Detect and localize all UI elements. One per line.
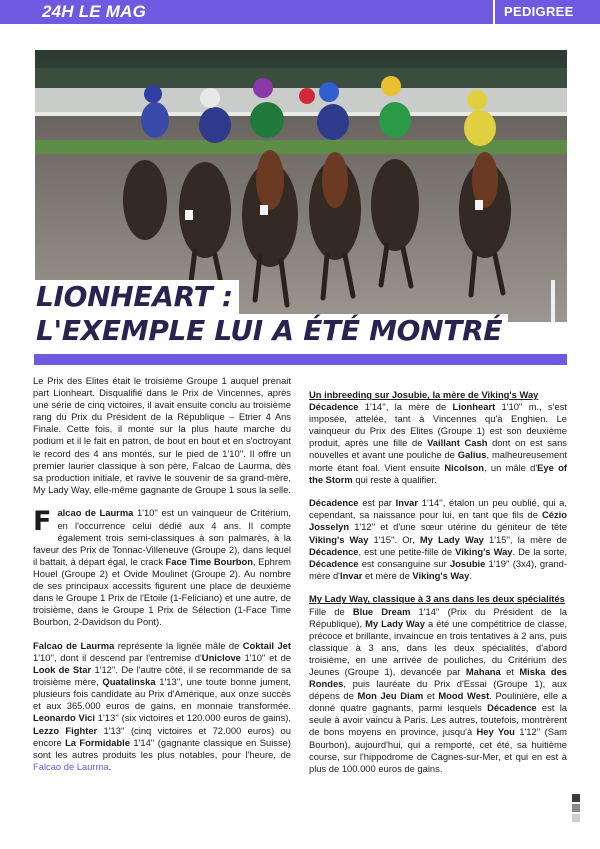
falcao-link[interactable]: Falcao de Laurma [33, 760, 109, 772]
title-underline-bar [34, 354, 567, 365]
invar-paragraph: Décadence est par Invar 1'14'', étalon un peu oublié, qui a, cependant, sa naissance pour lui, en tant que fils de Cézio Josselyn 1'12'' et d'une sœur utérine du géniteur de tête Viking's Way 1'15''. Or, My Lady Way 1'15'', la mère de Décadence, est une petite-fille de Viking's Way. De la sorte, Décadence est consanguine sur Josubie 1'19'' (3x4), grand-mère d'Invar et mère de Viking's Way. [309, 497, 568, 581]
marker-square-light [572, 814, 580, 822]
lignee-paragraph: Falcao de Laurma représente la lignée mâle de Coktail Jet 1'10'', dont il descend par l'entremise d'Uniclove 1'10'' et de Look de Star 1'12''. De l'autre côté, il se recommande de sa troisième mère, Quatalinska 1'13'', une toute bonne jument, plusieurs fois candidate au Prix d'Amérique, aux onze succès et aux 365.000 euros de gains, en monnaie transformée. Leonardo Vici 1'13'' (six victoires et 120.000 euros de gains), Lezzo Fighter 1'13'' (cinq victoires et 72.000 euros) ou encore La Formidable 1'14'' (gagnante classique en Suisse) sont les autres produits les plus notables, pour l'heure, de Falcao de Laurma. [33, 639, 292, 772]
subheading-my-lady-way: My Lady Way, classique à 3 ans dans les deux spécialités [309, 593, 565, 605]
title-line-1: LIONHEART : [34, 280, 239, 314]
marker-square-mid [572, 804, 580, 812]
section-label: PEDIGREE [504, 4, 574, 19]
top-banner [0, 0, 600, 24]
article-title [34, 280, 508, 348]
falcao-paragraph: Falcao de Laurma 1'10'' est un vainqueur de Critérium, en l'occurrence celui dédié aux 4 ans. Il compte également trois semi-classiques à son palmarès, à la faveur des Prix de Tonnac-Villeneuve (Groupe 2), dans lequel il battait, à départ égal, le crack Face Time Bourbon, Ephrem Houel (Groupe 2) et Ovide Moulinet (Groupe 2). Au nombre de ses principaux accessits figurent une place de deuxième dans le Groupe 1 Prix de l'Etoile (1-Feliciano) et une autre, de troisième, dans le Groupe 1 Prix de Sélection (1-Face Time Bourbon, 2-Davidson du Pont). [33, 506, 291, 628]
page-marker-squares [572, 794, 580, 824]
right-column [309, 389, 567, 775]
drop-cap: F [33, 506, 52, 538]
magazine-name: 24H LE MAG [42, 2, 147, 21]
title-line-2: L'EXEMPLE LUI A ÉTÉ MONTRÉ [34, 314, 508, 348]
banner-divider [493, 0, 495, 24]
inbreeding-paragraph: Un inbreeding sur Josubie, la mère de Viking's Way Décadence 1'14'', la mère de Lionheart 1'10'' m., s'est imposée, attelée, tant à Vincennes qu'à Enghien. Le vainqueur du Prix des Elites (Groupe 1) est son deuxième produit, après une fille de Vaillant Cash dont on est sans nouvelles et avant une pouliche de Galius, malheureusement morte étant foal. Vient ensuite Nicolson, un mâle d'Eye of the Storm qui reste à qualifier. [309, 389, 567, 485]
left-column [33, 375, 291, 773]
subheading-inbreeding: Un inbreeding sur Josubie, la mère de Viking's Way [309, 389, 539, 400]
my-lady-way-paragraph: My Lady Way, classique à 3 ans dans les deux spécialités Fille de Blue Dream 1'14'' (Prix du Président de la République), My Lady Way a été une compétitrice de classe, précoce et brillante, invaincue en trois tentatives à 2 ans, puis classique à 3 ans, dans les deux spécialités, d'abord troisième, en une arrivée de pouliches, du Critérium des Jeunes (Groupe 1), devancée par Mahana et Miska des Rondes, puis lauréate du Prix d'Essai (Groupe 1), aux dépens de Mon Jeu Diam et Mood West. Poulinière, elle a donné quatre gagnants, parmi lesquels Décadence est la seule à avoir vaincu à Paris. Les autres, toutefois, montrèrent de bons moyens en province, jusqu'à Hey You 1'12'' (Sam Bourbon), aujourd'hui, qui a remporté, cet été, sa huitième course, sur l'hippodrome de Cagnes-sur-Mer, et qui en est à plus de 100.000 euros de gains. [309, 593, 567, 774]
marker-square-dark [572, 794, 580, 802]
intro-paragraph: Le Prix des Elites était le troisième Groupe 1 auquel prenait part Lionheart. Disqualifié dans le Prix de Vincennes, après une série de cinq victoires, il avait ensuite conclu au troisième rang du Prix du Président de la République – Etrier 4 Ans Finale. Cette fois, il monte sur la plus haute marche du podium et il le fait en patron, de bout en bout et en s'octroyant le record des 4 ans montés, sur le pied de 1'10''. Il offre un premier laurier classique à son père, Falcao de Laurma, dès sa production initiale, et ravive le souvenir de sa grand-mère, My Lady Way, elle-même gagnante de Groupe 1 sous la selle. [33, 375, 291, 495]
